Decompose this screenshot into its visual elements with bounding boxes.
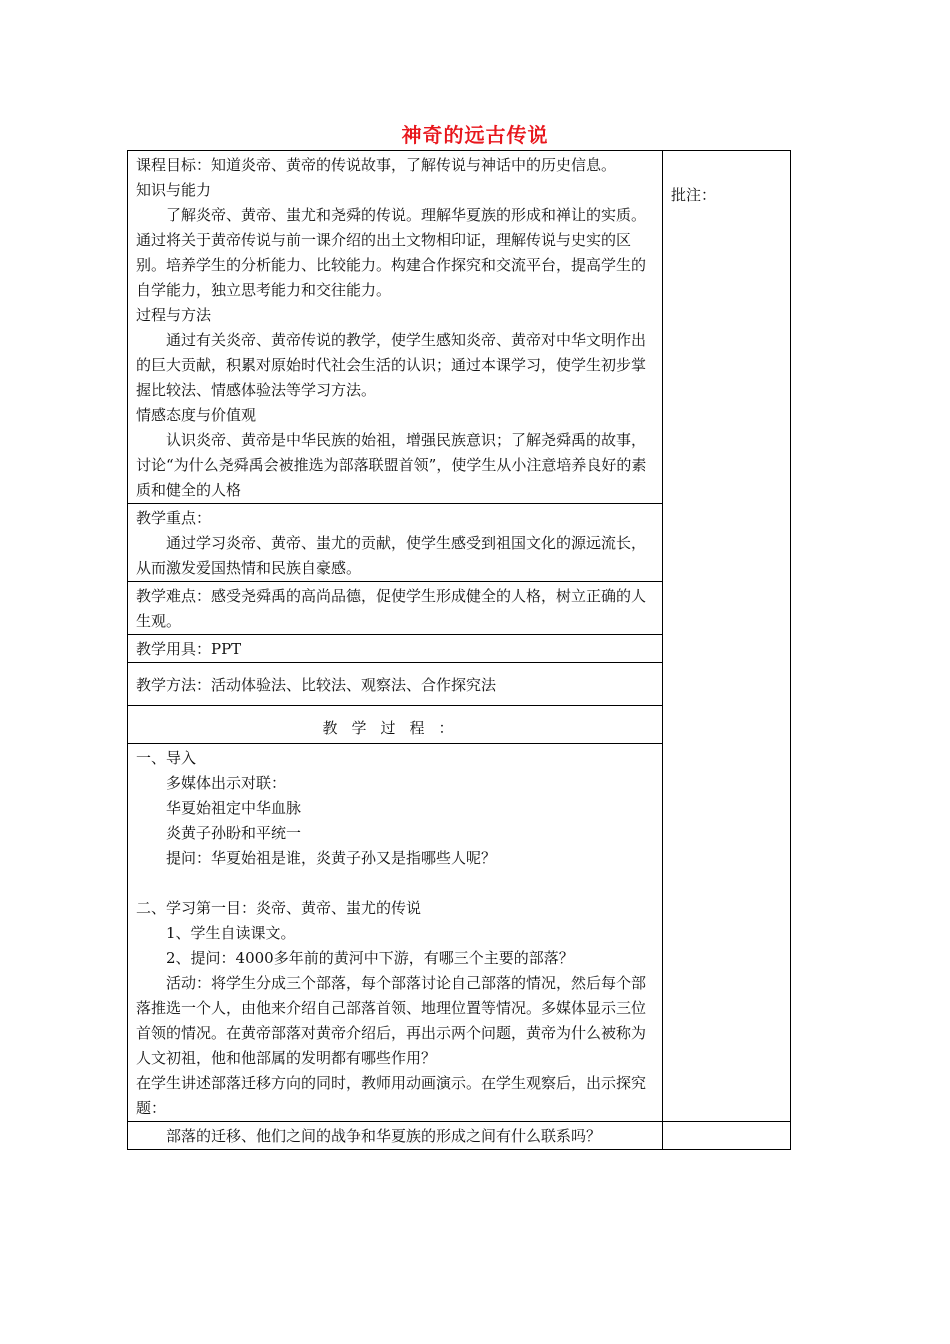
process-method-text: 通过有关炎帝、黄帝传说的教学，使学生感知炎帝、黄帝对中华文明作出的巨大贡献，积累对原始时代社会生活的认识；通过本课学习，使学生初步掌握比较法、情感体验法等学习方法。 — [136, 331, 647, 399]
process-header-cell — [128, 706, 663, 744]
knowledge-text: 了解炎帝、黄帝、蚩尤和尧舜的传说。理解华夏族的形成和禅让的实质。通过将关于黄帝传说与前一课介绍的出土文物相印证，理解传说与史实的区别。培养学生的分析能力、比较能力。构建合作探究和交流平台，提高学生的自学能力，独立思考能力和交往能力。 — [136, 206, 647, 299]
notes-label: 批注： — [671, 186, 717, 204]
section-1-line-1: 多媒体出示对联： — [166, 774, 287, 792]
document-title: 神奇的远古传说 — [401, 123, 549, 147]
methods-text: 教学方法：活动体验法、比较法、观察法、合作探究法 — [136, 676, 497, 694]
knowledge-heading: 知识与能力 — [136, 181, 212, 199]
objectives-row — [128, 151, 791, 504]
section-2-line-2: 2、提问：4000多年前的黄河中下游，有哪三个主要的部落？ — [166, 949, 574, 967]
notes-column — [663, 151, 791, 1122]
process-header: 教学过程： — [322, 719, 468, 737]
key-points-heading: 教学重点： — [136, 509, 212, 527]
section-2-line-4: 在学生讲述部落迁移方向的同时，教师用动画演示。在学生观察后，出示探究题： — [136, 1074, 647, 1117]
emotion-heading: 情感态度与价值观 — [136, 406, 257, 424]
methods-cell — [128, 663, 663, 706]
last-note-cell — [663, 1122, 791, 1150]
last-row — [128, 1122, 791, 1150]
section-1-heading: 一、导入 — [136, 749, 197, 767]
section-2-line-3: 活动：将学生分成三个部落，每个部落讨论自己部落的情况，然后每个部落推选一个人，由他来介绍自己部落首领、地理位置等情况。多媒体显示三位首领的情况。在黄帝部落对黄帝介绍后，再出示两个问题，黄帝为什么被称为人文初祖，他和他部属的发明都有哪些作用？ — [136, 974, 647, 1067]
key-points-text: 通过学习炎帝、黄帝、蚩尤的贡献，使学生感受到祖国文化的源远流长，从而激发爱国热情和民族自豪感。 — [136, 534, 647, 577]
last-question: 部落的迁移、他们之间的战争和华夏族的形成之间有什么联系吗？ — [166, 1127, 602, 1145]
difficulties-text: 教学难点：感受尧舜禹的高尚品德，促使学生形成健全的人格，树立正确的人生观。 — [136, 587, 647, 630]
objectives-intro: 课程目标：知道炎帝、黄帝的传说故事，了解传说与神话中的历史信息。 — [136, 156, 617, 174]
lesson-plan-table — [127, 150, 791, 1150]
blank-line — [136, 871, 654, 896]
section-1-line-3: 炎黄子孙盼和平统一 — [166, 824, 302, 842]
difficulties-cell — [128, 582, 663, 635]
section-2-line-1: 1、学生自读课文。 — [166, 924, 296, 942]
last-cell — [128, 1122, 663, 1150]
process-cell — [128, 744, 663, 1122]
section-1-line-2: 华夏始祖定中华血脉 — [166, 799, 302, 817]
section-2-heading: 二、学习第一目：炎帝、黄帝、蚩尤的传说 — [136, 899, 422, 917]
section-1-line-4: 提问：华夏始祖是谁，炎黄子孙又是指哪些人呢？ — [166, 849, 497, 867]
tools-text: 教学用具：PPT — [136, 640, 242, 658]
tools-cell — [128, 635, 663, 663]
process-method-heading: 过程与方法 — [136, 306, 212, 324]
emotion-text: 认识炎帝、黄帝是中华民族的始祖，增强民族意识；了解尧舜禹的故事，讨论“为什么尧舜禹会被推选为部落联盟首领”，使学生从小注意培养良好的素质和健全的人格 — [136, 431, 647, 499]
objectives-cell — [128, 151, 663, 504]
key-points-cell — [128, 504, 663, 582]
